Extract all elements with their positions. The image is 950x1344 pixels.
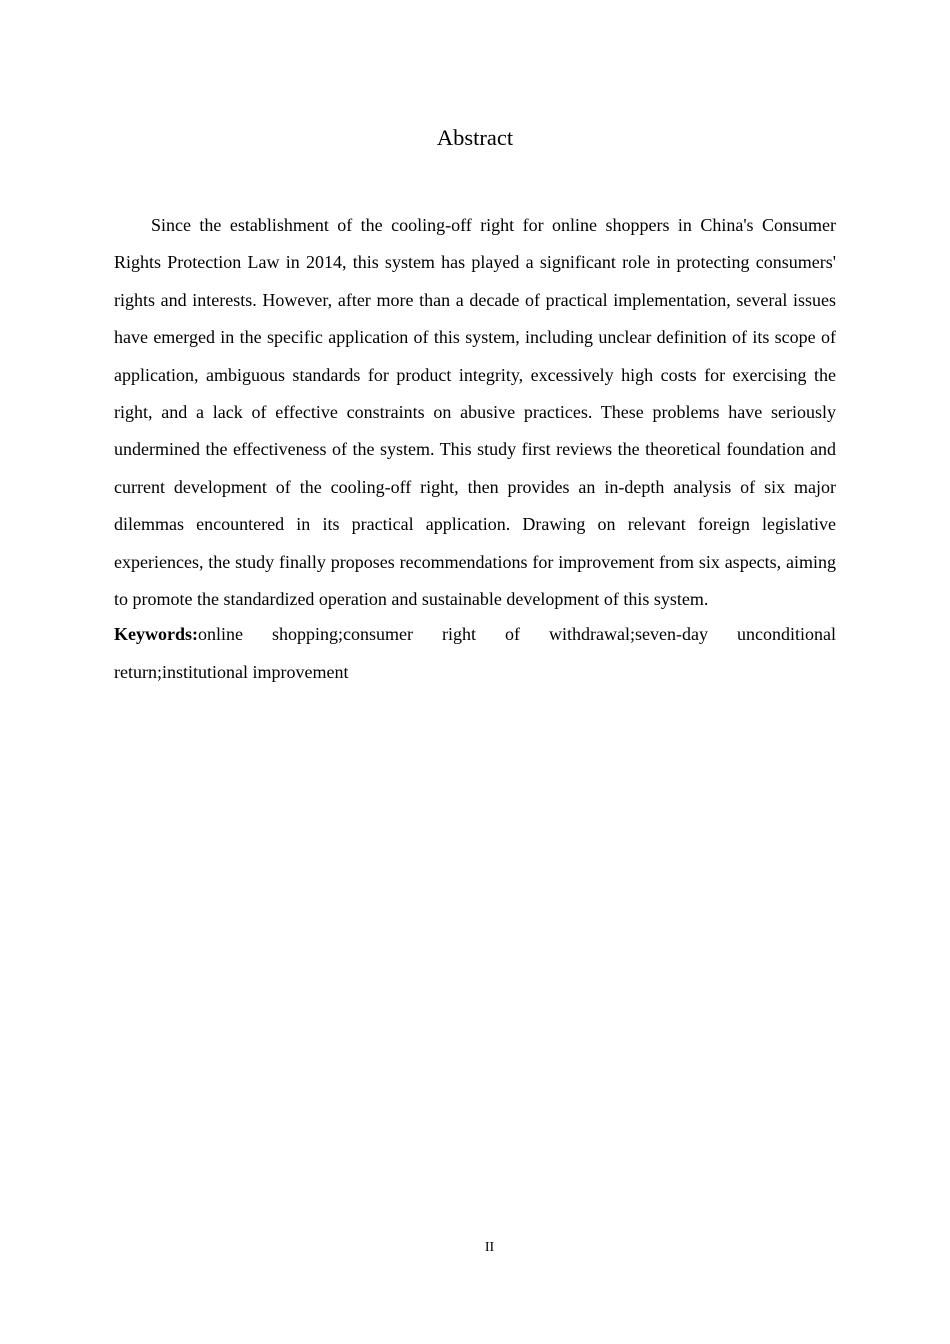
abstract-title: Abstract (436, 125, 514, 150)
keywords-label: Keywords: (114, 624, 198, 645)
page-number: II (484, 1240, 495, 1255)
keywords-line (114, 616, 836, 691)
abstract-body (114, 207, 836, 691)
abstract-paragraph: Since the establishment of the cooling-off right for online shoppers in China's Consumer Rights Protection Law in 2014, this system has played a significant role in protecting consumers' rights and interests. However, after more than a decade of practical implementation, several issues have emerged in the specific application of this system, including unclear definition of its scope of application, ambiguous standards for product integrity, excessively high costs for exercising the right, and a lack of effective constraints on abusive practices. These problems have seriously undermined the effectiveness of the system. This study first reviews the theoretical foundation and current development of the cooling-off right, then provides an in-depth analysis of six major dilemmas encountered in its practical application. Drawing on relevant foreign legislative experiences, the study finally proposes recommendations for improvement from six aspects, aiming to promote the standardized operation and sustainable development of this system. (114, 215, 836, 610)
keywords-text: online shopping;consumer right of withdrawal;seven-day unconditional return;institutional improvement (114, 624, 836, 682)
